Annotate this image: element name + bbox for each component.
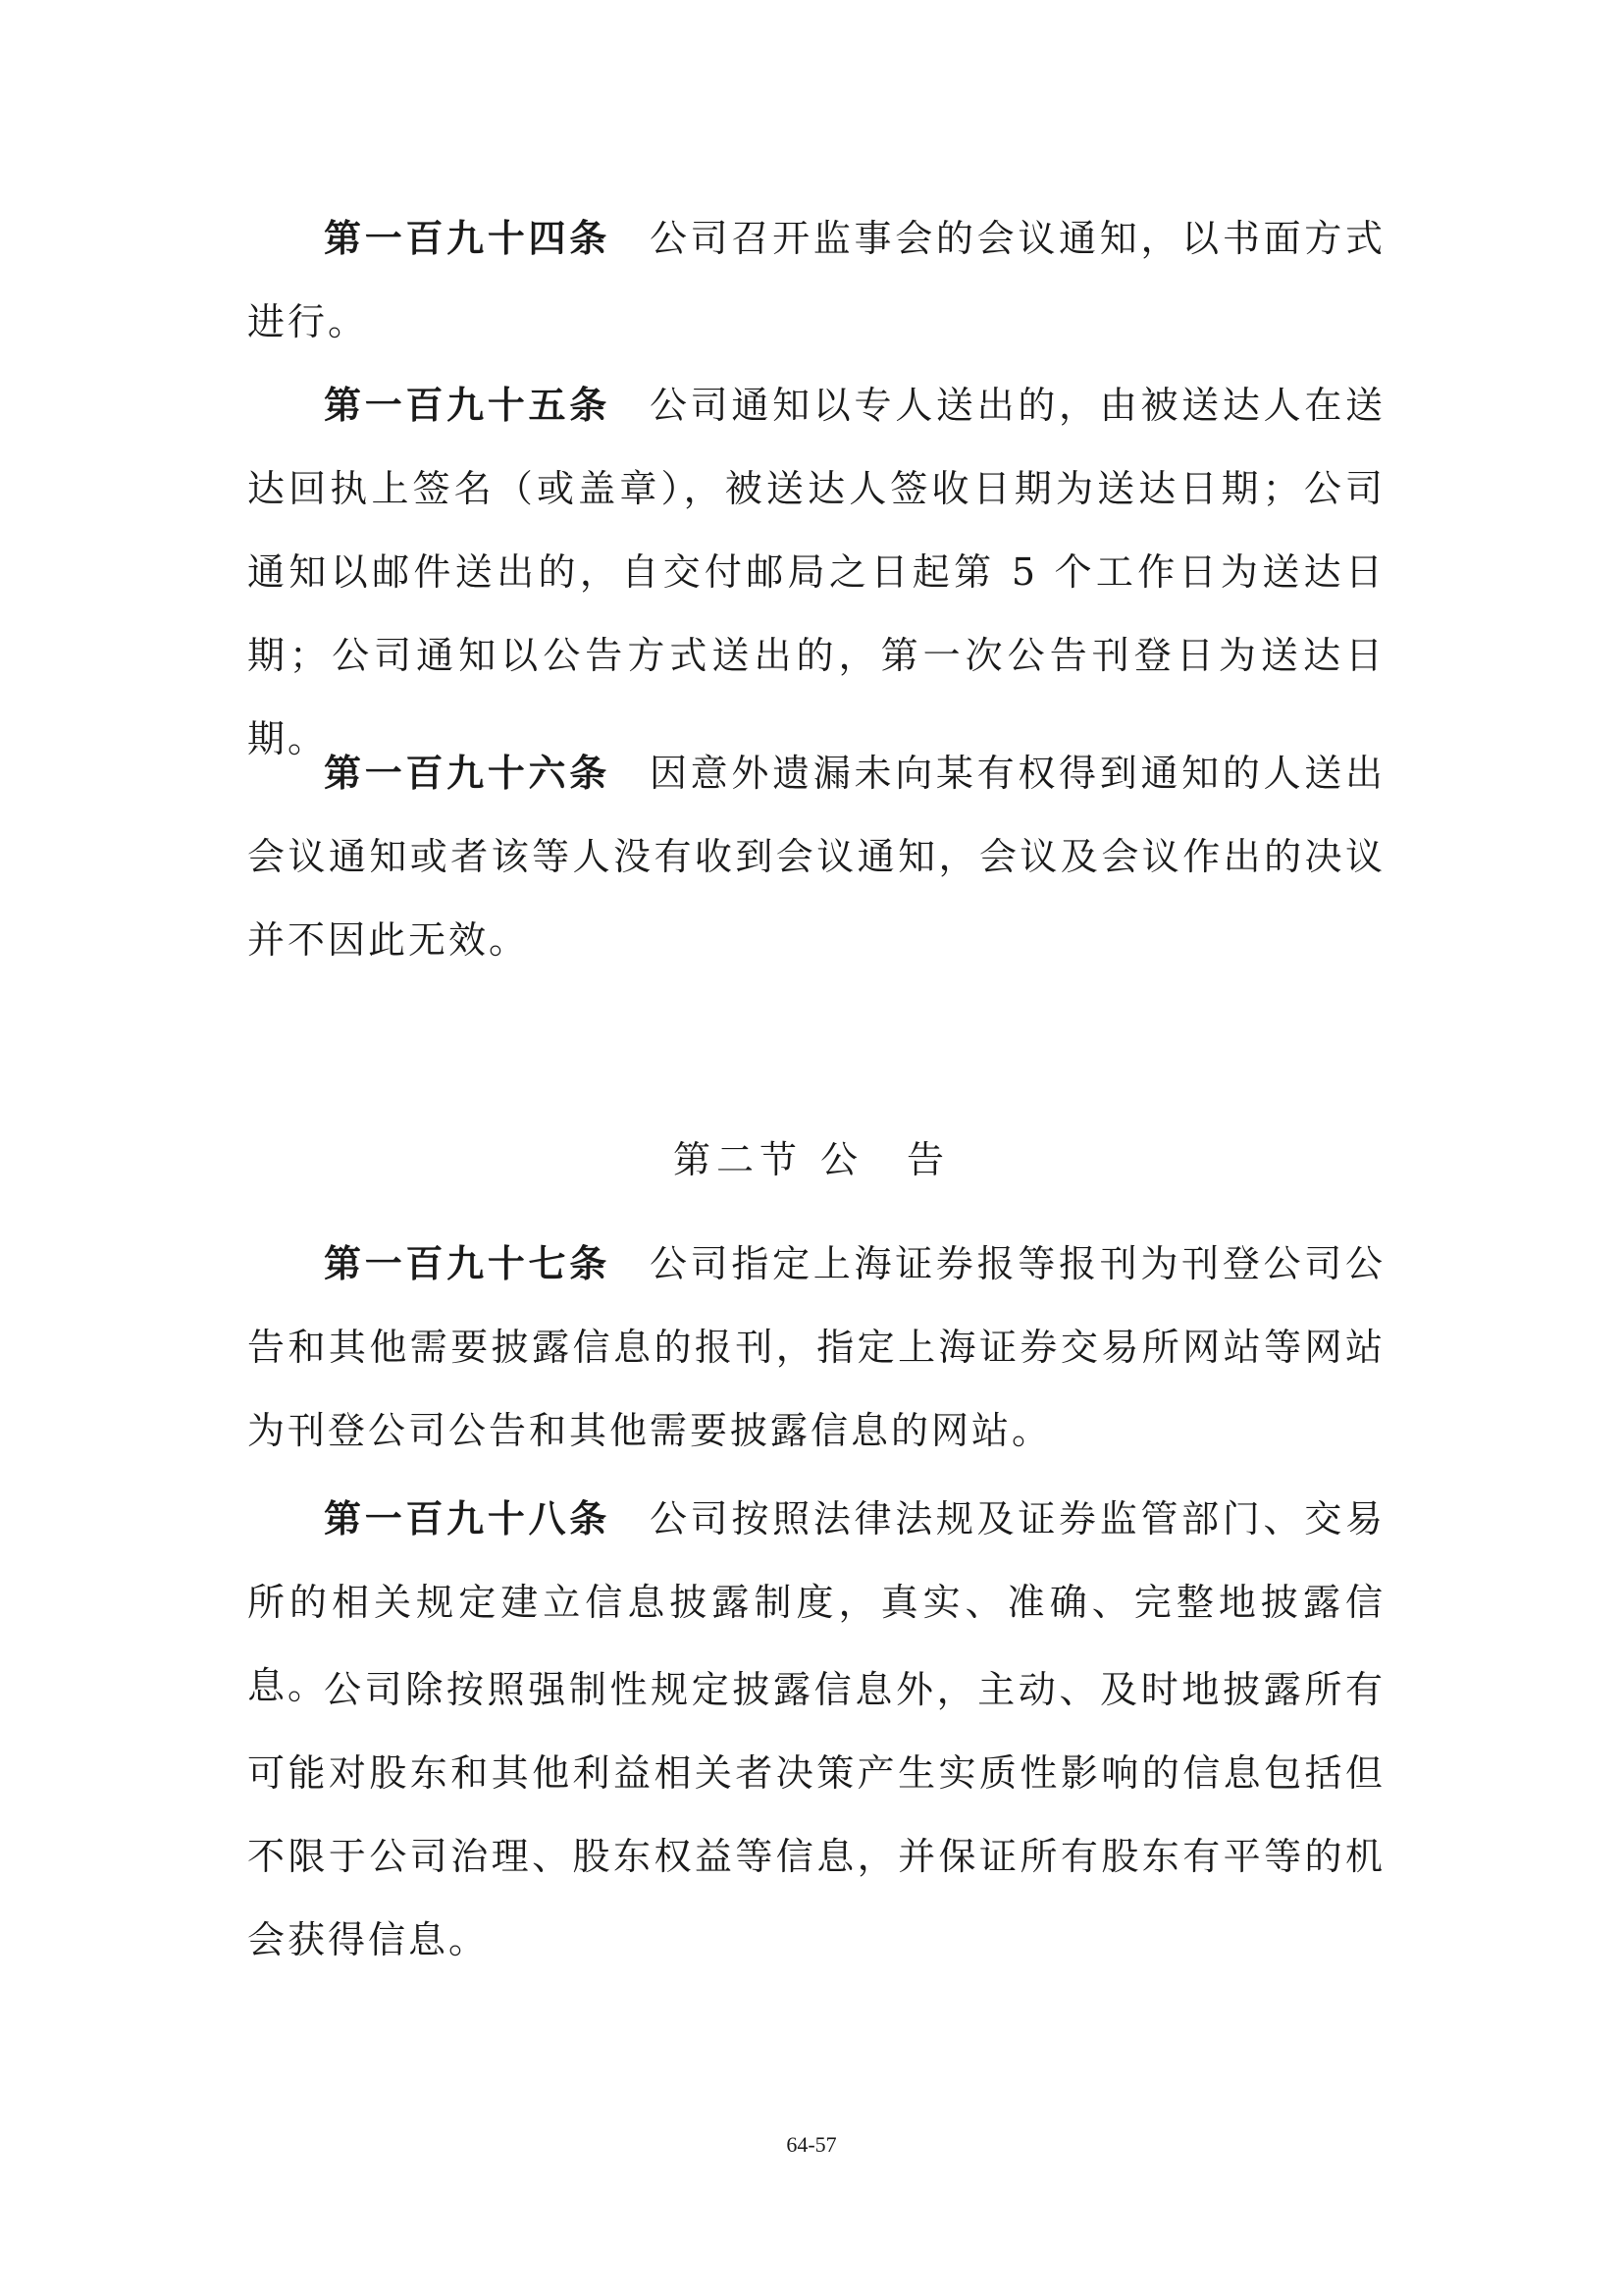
article-197 [247,1222,1386,1473]
article-195 [247,363,1386,781]
page-number: 64-57 [786,2132,837,2157]
article-text: 公司通知以专人送出的，由被送达人在送达回执上签名（或盖章），被送达人签收日期为送达日期；公司通知以邮件送出的，自交付邮局之日起第 5 个工作日为送达日期；公司通知以公告方式送出的，第一次公告刊登日为送达日期。 [247,384,1386,760]
article-number: 第一百九十八条 [324,1496,610,1540]
article-number: 第一百九十四条 [324,216,610,260]
article-text: 公司召开监事会的会议通知，以书面方式进行。 [247,217,1386,343]
article-text: 因意外遗漏未向某有权得到通知的人送出会议通知或者该等人没有收到会议通知，会议及会议作出的决议并不因此无效。 [247,752,1386,962]
disclosure-paragraph: 公司除按照强制性规定披露信息外，主动、及时地披露所有可能对股东和其他利益相关者决策产生实质性影响的信息包括但不限于公司治理、股东权益等信息，并保证所有股东有平等的机会获得信息。 [247,1668,1386,1961]
article-text: 公司按照法律法规及证券监管部门、交易所的相关规定建立信息披露制度，真实、准确、完整地披露信息。 [247,1497,1386,1707]
article-number: 第一百九十五条 [324,383,610,427]
article-number: 第一百九十六条 [324,751,610,795]
article-196 [247,731,1386,982]
article-text: 公司指定上海证券报等报刊为刊登公司公告和其他需要披露信息的报刊，指定上海证券交易所网站等网站为刊登公司公告和其他需要披露信息的网站。 [247,1242,1386,1452]
article-194 [247,196,1386,364]
section-heading: 第二节 公 告 [672,1138,951,1181]
article-number: 第一百九十七条 [324,1241,610,1285]
